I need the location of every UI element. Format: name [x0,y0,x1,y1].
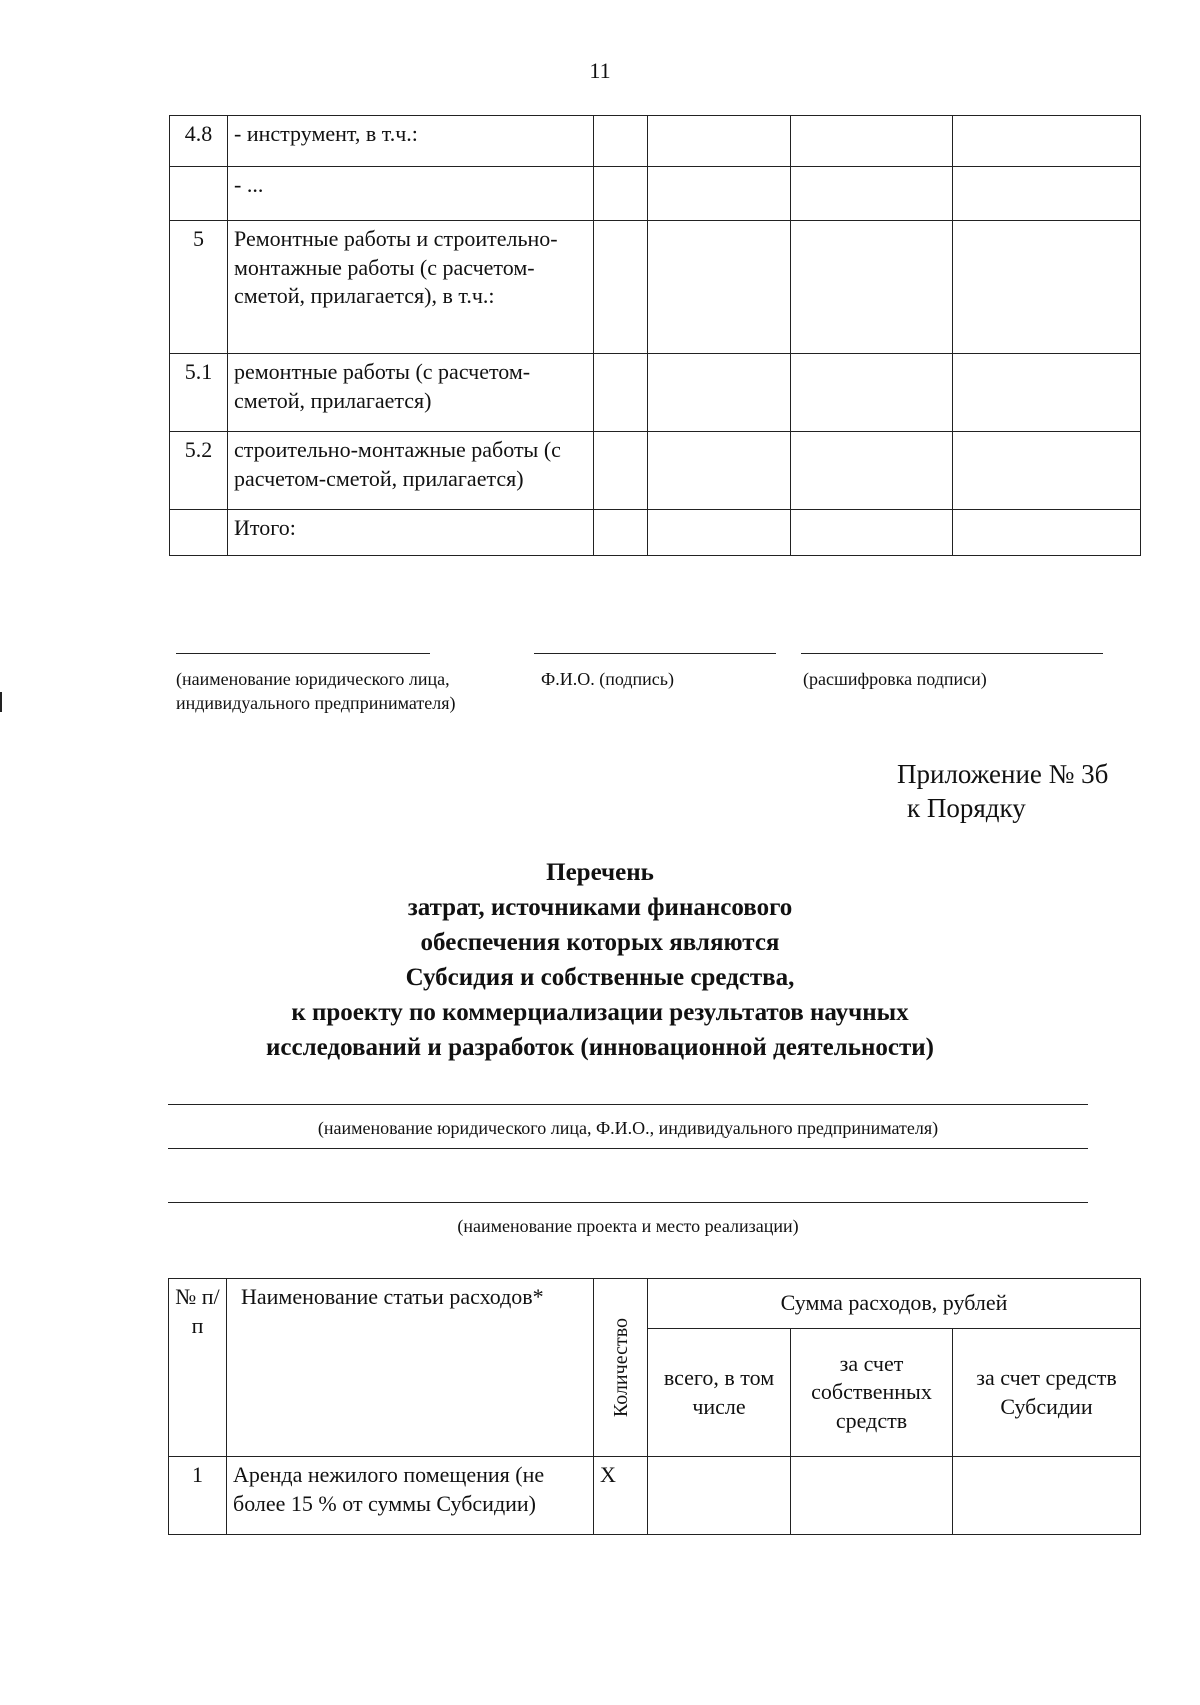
empty-cell [594,221,648,354]
appendix-label: Приложение № 3б [897,759,1109,789]
row-number: 5 [170,221,228,354]
header-sum: Сумма расходов, рублей [648,1279,1141,1329]
row-number: 5.2 [170,432,228,510]
row-number [170,510,228,556]
table-row [170,354,1141,432]
row-name: ремонтные работы (с расчетом-сметой, прилагается) [228,354,594,432]
title-line: исследований и разработок (инновационной деятельности) [266,1034,934,1061]
document-title [0,855,1200,1065]
empty-cell [953,432,1141,510]
header-qty [594,1279,648,1457]
row-number [170,167,228,221]
signature-line-decoding [801,653,1103,654]
empty-cell [594,167,648,221]
title-line: затрат, источниками финансового [407,894,793,921]
title-line: Перечень [546,859,654,886]
empty-cell [594,510,648,556]
header-subsidy: за счет средств Субсидии [953,1329,1141,1457]
signature-line-entity [176,653,430,654]
empty-cell [791,510,953,556]
empty-cell [791,432,953,510]
empty-cell [953,354,1141,432]
table-header-row [169,1279,1141,1329]
header-num: № п/п [169,1279,227,1457]
empty-cell [648,167,791,221]
title-line: Субсидия и собственные средства, [405,964,795,991]
row-name: Итого: [228,510,594,556]
appendix-ref: к Порядку [907,793,1026,823]
empty-cell [791,167,953,221]
row-number: 1 [169,1457,227,1535]
header-total: всего, в том числе [648,1329,791,1457]
entity-fill-line-2 [168,1148,1088,1149]
signature-caption-decoding: (расшифровка подписи) [803,669,987,689]
empty-cell [953,167,1141,221]
signature-caption-entity: (наименование юридического лица, индивидуального предпринимателя) [176,669,456,714]
row-name: Ремонтные работы и строительно-монтажные работы (с расчетом-сметой, прилагается), в т.ч.: [228,221,594,354]
empty-cell [953,1457,1141,1535]
project-caption: (наименование проекта и место реализации) [457,1216,799,1236]
table-row-total [170,510,1141,556]
empty-cell [648,116,791,167]
empty-cell [791,1457,953,1535]
page-number: 11 [589,58,611,83]
empty-cell [594,354,648,432]
signature-line-fio [534,653,776,654]
empty-cell [791,221,953,354]
table-row [170,167,1141,221]
empty-cell [953,221,1141,354]
title-line: обеспечения которых являются [420,929,780,956]
title-line: к проекту по коммерциализации результатов научных [291,999,909,1026]
empty-cell [791,354,953,432]
row-name: строительно-монтажные работы (с расчетом-сметой, прилагается) [228,432,594,510]
entity-caption: (наименование юридического лица, Ф.И.О., индивидуального предпринимателя) [317,1118,939,1138]
row-name: - инструмент, в т.ч.: [228,116,594,167]
table-row [170,116,1141,167]
empty-cell [648,432,791,510]
empty-cell [594,432,648,510]
table-row [170,432,1141,510]
margin-mark [0,692,2,712]
header-name: Наименование статьи расходов* [227,1279,594,1457]
empty-cell [953,116,1141,167]
table-row [170,221,1141,354]
header-own: за счет собственных средств [791,1329,953,1457]
empty-cell [791,116,953,167]
row-number: 4.8 [170,116,228,167]
header-qty-text: Количество [609,1317,632,1418]
project-fill-line [168,1202,1088,1203]
row-name: Аренда нежилого помещения (не более 15 % от суммы Субсидии) [227,1457,594,1535]
row-number: 5.1 [170,354,228,432]
empty-cell [648,1457,791,1535]
entity-fill-line [168,1104,1088,1105]
expense-table-continued [169,115,1141,556]
signature-caption-fio: Ф.И.О. (подпись) [541,669,674,689]
table-row [169,1457,1141,1535]
row-name: - ... [228,167,594,221]
empty-cell [594,116,648,167]
empty-cell [648,510,791,556]
empty-cell [648,221,791,354]
empty-cell [953,510,1141,556]
row-qty: X [594,1457,648,1535]
empty-cell [648,354,791,432]
expense-table [168,1278,1141,1535]
